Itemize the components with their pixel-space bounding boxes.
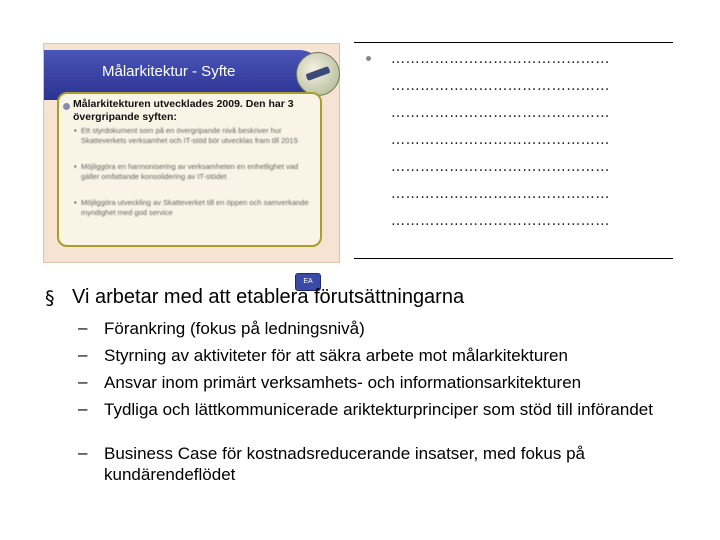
bullet-icon — [63, 103, 70, 110]
dash-icon: – — [78, 372, 88, 391]
list-item: Styrning av aktiviteter för att säkra arbete mot målarkitekturen — [104, 346, 568, 365]
dash-icon: – — [78, 399, 88, 418]
dot-line: ……………………………………… — [391, 51, 610, 67]
thumbnail-bullet: Målarkitekturen utvecklades 2009. Den har 3 övergripande syften: — [73, 98, 294, 123]
list-item: Förankring (fokus på ledningsnivå) — [104, 319, 365, 338]
dot-line: ……………………………………… — [391, 132, 610, 148]
bullet-icon: § — [45, 287, 55, 309]
list-item: Ansvar inom primärt verksamhets- och informationsarkitekturen — [104, 373, 582, 392]
list-item: Business Case för kostnadsreducerande insatser, med fokus på kundärendeflödet — [104, 444, 585, 484]
notes-box — [354, 42, 673, 259]
dash-icon: – — [78, 345, 88, 364]
dot-line: ……………………………………… — [391, 159, 610, 175]
dot-line: ……………………………………… — [391, 186, 610, 202]
dash-icon: – — [78, 318, 88, 337]
thumbnail-tag: EA — [295, 273, 321, 291]
dot-line: ……………………………………… — [391, 78, 610, 94]
thumbnail-title: Målarkitektur - Syfte — [102, 63, 236, 80]
dot-line: ……………………………………… — [391, 105, 610, 121]
dot-line: ……………………………………… — [391, 213, 610, 229]
thumbnail-content — [57, 92, 322, 285]
bullet-icon — [366, 56, 371, 61]
dash-icon: – — [78, 443, 88, 462]
logo-icon — [296, 52, 340, 96]
thumbnail-sub-item: • Ett styrdokument som på en övergripande nivå beskriver hur Skatteverkets verksamhet och IT-stöd bör utvecklas fram till 2015 — [81, 126, 317, 146]
thumbnail-sub-item: • Möjliggöra utveckling av Skatteverket till en öppen och samverkande myndighet med god service — [81, 198, 317, 218]
slide-thumbnail — [43, 43, 340, 285]
list-item: Tydliga och lättkommunicerade ariktekturprinciper som stöd till införandet — [104, 400, 653, 419]
thumbnail-sub-item: • Möjliggöra en harmonisering av verksamheten en enhetlighet vad gäller omfattande konsolidering av IT-stödet — [81, 162, 317, 182]
main-heading: Vi arbetar med att etablera förutsättningarna — [72, 286, 465, 308]
